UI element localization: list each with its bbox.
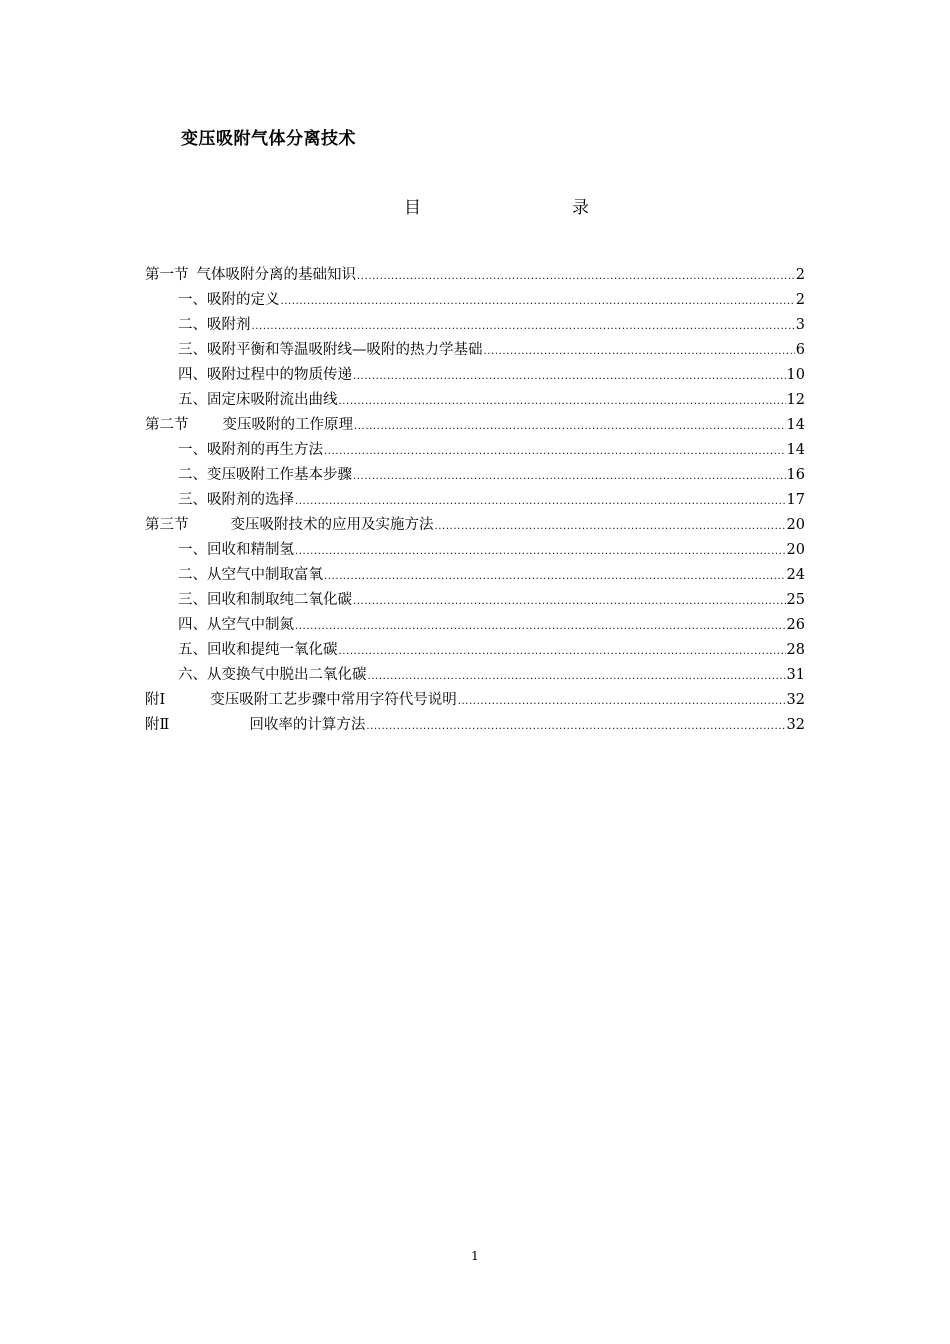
toc-entry-text: 二、从空气中制取富氧 [178,567,323,583]
document-title: 变压吸附气体分离技术 [181,129,356,149]
toc-entry[interactable] [145,488,805,513]
toc-entry-label [145,263,356,288]
toc-page-number: 26 [786,617,805,633]
toc-dot-leader [295,489,786,514]
toc-entry[interactable] [145,588,805,613]
toc-entry-label [178,463,352,488]
toc-dot-leader [281,289,795,314]
toc-heading-right: 录 [572,198,589,218]
toc-entry-text: 回收率的计算方法 [249,717,366,733]
toc-entry-label [145,513,434,538]
toc-entry[interactable] [145,463,805,488]
toc-entry-label [178,538,294,563]
toc-page-number: 12 [786,392,805,408]
toc-entry-text: 二、变压吸附工作基本步骤 [178,467,352,483]
toc-dot-leader [295,539,786,564]
toc-entry-text: 变压吸附技术的应用及实施方法 [230,517,434,533]
toc-entry-text: 三、回收和制取纯二氧化碳 [178,592,352,608]
toc-entry-label [178,438,323,463]
toc-entry-label [178,338,483,363]
toc-dot-leader [252,314,795,339]
toc-entry[interactable] [145,388,805,413]
toc-dot-leader [339,639,786,664]
toc-entry-text: 四、从空气中制氮 [178,617,294,633]
toc-page-number: 16 [786,467,805,483]
toc-entry-text: 一、吸附剂的再生方法 [178,442,323,458]
toc-entry-label [178,663,367,688]
toc-page-number: 28 [786,642,805,658]
toc-entry[interactable] [145,563,805,588]
toc-dot-leader [357,264,795,289]
table-of-contents [145,263,805,738]
toc-page-number: 25 [786,592,805,608]
toc-page-number: 10 [786,367,805,383]
toc-entry-text: 气体吸附分离的基础知识 [196,267,356,283]
toc-page-number: 24 [786,567,805,583]
toc-entry[interactable] [145,663,805,688]
toc-dot-leader [366,714,785,739]
toc-entry-text: 一、回收和精制氢 [178,542,294,558]
toc-dot-leader [353,464,786,489]
toc-entry[interactable] [145,438,805,463]
toc-entry[interactable] [145,338,805,363]
toc-entry-label [178,488,294,513]
toc-dot-leader [458,689,786,714]
toc-entry-text: 变压吸附的工作原理 [222,417,353,433]
toc-entry-label [178,613,294,638]
toc-page-number: 17 [786,492,805,508]
toc-page-number: 14 [786,417,805,433]
toc-page-number: 3 [795,317,805,333]
toc-dot-leader [324,439,786,464]
toc-entry[interactable] [145,688,805,713]
toc-section-number: 第二节 [145,417,189,433]
toc-entry-text: 六、从变换气中脱出二氧化碳 [178,667,367,683]
toc-entry[interactable] [145,288,805,313]
toc-heading-left: 目 [404,198,421,218]
toc-entry-text: 四、吸附过程中的物质传递 [178,367,352,383]
toc-section-number: 第三节 [145,517,189,533]
toc-page-number: 20 [786,542,805,558]
toc-dot-leader [353,589,786,614]
toc-entry-label [178,388,338,413]
toc-dot-leader [324,564,786,589]
toc-page-number: 32 [786,692,805,708]
toc-entry-label [145,688,457,713]
toc-entry-text: 五、回收和提纯一氧化碳 [178,642,338,658]
toc-entry-label [178,563,323,588]
toc-entry-label [178,638,338,663]
toc-entry[interactable] [145,638,805,663]
toc-entry-text: 三、吸附剂的选择 [178,492,294,508]
toc-page-number: 2 [795,267,805,283]
toc-dot-leader [484,339,795,364]
toc-entry-label [178,288,280,313]
toc-page-number: 32 [786,717,805,733]
toc-page-number: 14 [786,442,805,458]
toc-heading [404,193,589,218]
toc-entry-label [145,413,353,438]
toc-entry[interactable] [145,713,805,738]
page-number: 1 [471,1249,479,1263]
toc-entry[interactable] [145,263,805,288]
toc-dot-leader [339,389,786,414]
toc-dot-leader [295,614,786,639]
toc-section-number: 附Ⅰ [145,692,166,708]
toc-entry-text: 三、吸附平衡和等温吸附线—吸附的热力学基础 [178,342,483,358]
toc-entry-text: 五、固定床吸附流出曲线 [178,392,338,408]
toc-entry[interactable] [145,313,805,338]
toc-dot-leader [368,664,786,689]
toc-page-number: 2 [795,292,805,308]
toc-entry-text: 变压吸附工艺步骤中常用字符代号说明 [210,692,457,708]
toc-page-number: 31 [786,667,805,683]
toc-section-number: 第一节 [145,267,189,283]
toc-dot-leader [354,414,786,439]
toc-dot-leader [353,364,786,389]
toc-entry-label [178,588,352,613]
toc-dot-leader [435,514,786,539]
toc-entry[interactable] [145,538,805,563]
toc-entry[interactable] [145,613,805,638]
toc-entry-text: 一、吸附的定义 [178,292,280,308]
toc-entry[interactable] [145,413,805,438]
toc-page-number: 6 [795,342,805,358]
toc-entry[interactable] [145,513,805,538]
toc-entry-label [145,713,365,738]
toc-entry-label [178,363,352,388]
toc-entry[interactable] [145,363,805,388]
toc-entry-text: 二、吸附剂 [178,317,251,333]
toc-section-number: 附Ⅱ [145,717,170,733]
toc-entry-label [178,313,251,338]
toc-page-number: 20 [786,517,805,533]
